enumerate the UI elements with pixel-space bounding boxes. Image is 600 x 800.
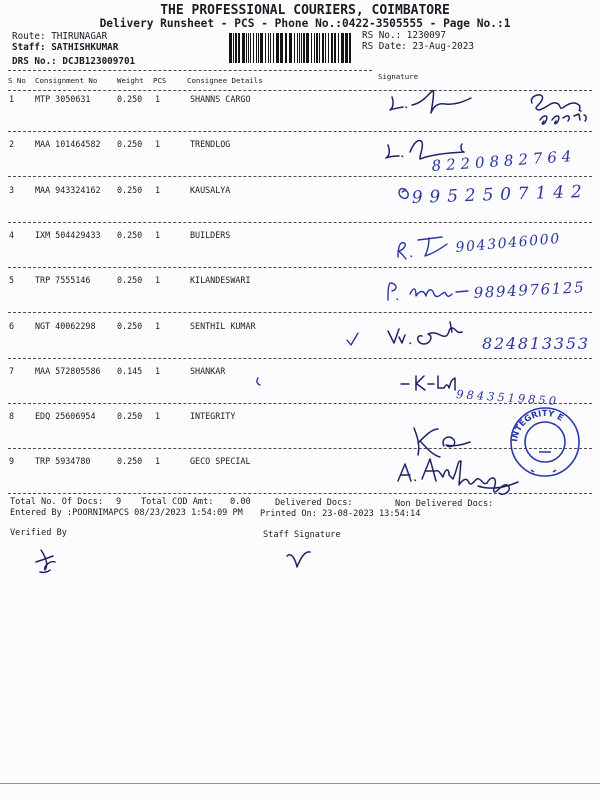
row-separator [8, 358, 592, 359]
serial-number: 7 [9, 365, 15, 376]
row-separator [8, 403, 592, 404]
weight: 0.250 [117, 411, 143, 422]
printed-on: Printed On: 23-08-2023 13:54:14 [260, 509, 421, 519]
rs-date-line [362, 42, 474, 51]
weight: 0.250 [117, 456, 143, 467]
consignee-details: KAUSALYA [190, 184, 231, 195]
header-bottom-divider [8, 90, 592, 91]
weight: 0.250 [117, 94, 143, 104]
row-separator [8, 448, 592, 449]
weight: 0.145 [117, 365, 143, 376]
table-row [0, 95, 600, 107]
pieces: 1 [155, 411, 161, 422]
column-header-sno: S No [8, 76, 26, 85]
handwritten-phone-row-4: 9043046000 [454, 230, 560, 256]
handwritten-phone-row-3: 9952507142 [411, 182, 583, 208]
column-header-pcs: PCS [153, 76, 167, 85]
stamp-text: INTEGRITY E [510, 408, 565, 443]
consignee-details: GECO SPECIAL [190, 456, 251, 467]
consignment-number: NGT 40062298 [35, 320, 96, 331]
row-separator [8, 176, 592, 177]
serial-number: 1 [9, 94, 15, 104]
column-header-weight: Weight [117, 76, 144, 85]
pieces: 1 [155, 275, 161, 286]
serial-number: 2 [9, 139, 15, 150]
pieces: 1 [155, 365, 161, 376]
drs-line [12, 57, 135, 66]
table-row [0, 231, 600, 243]
consignee-details: INTEGRITY [190, 411, 236, 422]
consignee-details: SENTHIL KUMAR [190, 320, 256, 331]
consignee-details: SHANNS CARGO [190, 94, 251, 104]
pen-mark [257, 378, 260, 385]
consignment-number: IXM 504429433 [35, 229, 101, 240]
table-row [0, 186, 600, 198]
rs-number-line [362, 31, 446, 40]
route-value: THIRUNAGAR [51, 31, 108, 42]
total-docs-value: 9 [116, 497, 122, 507]
table-row [0, 367, 600, 379]
weight: 0.250 [117, 139, 143, 150]
header-top-divider [8, 70, 372, 71]
total-cod-label: Total COD Amt: [141, 497, 214, 507]
consignment-number: MTP 3050631 [35, 94, 91, 104]
consignment-number: TRP 5934780 [35, 456, 91, 467]
serial-number: 8 [9, 411, 15, 422]
consignee-details: SHANKAR [190, 365, 226, 376]
consignee-details: BUILDERS [190, 229, 231, 240]
staff-label: Staff: [12, 42, 46, 53]
drs-value: DCJB123009701 [62, 56, 136, 67]
staff-signature [287, 552, 310, 567]
barcode [229, 33, 353, 63]
table-row [0, 140, 600, 152]
handwritten-phone-row-7: 9843519850 [455, 387, 557, 408]
staff-line [12, 43, 118, 52]
row-separator [8, 267, 592, 268]
route-line [12, 32, 107, 41]
serial-number: 4 [9, 229, 15, 240]
row-separator [8, 222, 592, 223]
table-row [0, 276, 600, 288]
page-bottom-edge [0, 783, 600, 784]
rs-date-label: RS Date: [362, 41, 407, 52]
handwritten-phone-row-5: 9894976125 [473, 278, 585, 302]
rs-number-value: 1230097 [406, 30, 446, 41]
staff-signature-label: Staff Signature [263, 530, 341, 540]
consignment-number: EDQ 25606954 [35, 411, 96, 422]
pieces: 1 [155, 229, 161, 240]
entered-by: Entered By :POORNIMAPCS 08/23/2023 1:54:09 PM [10, 508, 243, 518]
consignee-details: KILANDESWARI [190, 275, 251, 286]
column-header-consignment: Consignment No [35, 76, 98, 85]
table-row [0, 322, 600, 334]
row-separator [8, 312, 592, 313]
delivered-docs-label: Delivered Docs: [275, 498, 353, 508]
consignment-number: MAA 101464582 [35, 139, 101, 150]
weight: 0.250 [117, 184, 143, 195]
pieces: 1 [155, 94, 161, 104]
weight: 0.250 [117, 320, 143, 331]
serial-number: 9 [9, 456, 15, 467]
table-row [0, 457, 600, 469]
consignee-details: TRENDLOG [190, 139, 231, 150]
serial-number: 3 [9, 184, 15, 195]
rs-date-value: 23-Aug-2023 [412, 41, 474, 52]
total-docs-label: Total No. Of Docs: [10, 497, 104, 507]
consignment-number: MAA 572805586 [35, 365, 101, 376]
row-separator [8, 131, 592, 132]
pieces: 1 [155, 184, 161, 195]
consignment-number: MAA 943324162 [35, 184, 101, 195]
tick-mark-icon [347, 333, 358, 345]
column-header-signature: Signature [378, 72, 419, 81]
pieces: 1 [155, 139, 161, 150]
row-separator [8, 493, 592, 494]
handwritten-phone-row-2: 8220882764 [431, 147, 572, 175]
column-header-consignee: Consignee Details [187, 76, 263, 85]
consignment-number: TRP 7555146 [35, 275, 91, 286]
pieces: 1 [155, 456, 161, 467]
table-row [0, 412, 600, 424]
route-label: Route: [12, 31, 46, 42]
total-cod-value: 0.00 [230, 497, 251, 507]
staff-value: SATHISHKUMAR [51, 42, 119, 53]
serial-number: 5 [9, 275, 15, 286]
rs-number-label: RS No.: [362, 30, 402, 41]
pieces: 1 [155, 320, 161, 331]
company-name: THE PROFESSIONAL COURIERS, COIMBATORE [160, 3, 450, 18]
runsheet-title: Delivery Runsheet - PCS - Phone No.:0422-3505555 - Page No.:1 [99, 17, 511, 30]
serial-number: 6 [9, 320, 15, 331]
verified-by-signature [36, 550, 55, 572]
handwritten-phone-row-6: 824813353 [482, 334, 588, 353]
non-delivered-docs-label: Non Delivered Docs: [395, 499, 494, 509]
verified-by-label: Verified By [10, 528, 67, 538]
drs-label: DRS No.: [12, 56, 57, 67]
weight: 0.250 [117, 275, 143, 286]
weight: 0.250 [117, 229, 143, 240]
